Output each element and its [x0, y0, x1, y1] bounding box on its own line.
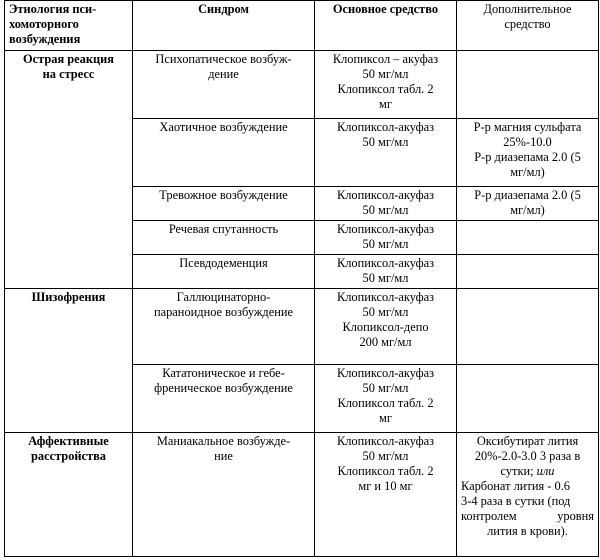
- additional-remedy-cell: [457, 365, 599, 433]
- main-remedy-cell: Клопиксол-акуфаз 50 мг/мл: [315, 255, 457, 289]
- additional-remedy-cell: Р-р диазепама 2.0 (5 мг/мл): [457, 187, 599, 221]
- additional-remedy-cell: Р-р магния сульфата 25%-10.0 Р-р диазепама 2.0 (5 мг/мл): [457, 119, 599, 187]
- table-row: [5, 433, 599, 557]
- treatment-table: [4, 0, 599, 557]
- main-remedy-cell: Клопиксол-акуфаз 50 мг/мл Клопиксол табл. 2 мг: [315, 365, 457, 433]
- additional-remedy-cell: [457, 289, 599, 365]
- main-remedy-cell: Клопиксол-акуфаз 50 мг/мл: [315, 187, 457, 221]
- table-row: [5, 51, 599, 119]
- syndrome-cell: Псевдодеменция: [133, 255, 315, 289]
- main-remedy-cell: Клопиксол-акуфаз 50 мг/мл Клопиксол табл. 2 мг и 10 мг: [315, 433, 457, 557]
- syndrome-cell: Речевая спутанность: [133, 221, 315, 255]
- syndrome-cell: Кататоническое и гебе- френическое возбуждение: [133, 365, 315, 433]
- main-remedy-cell: Клопиксол – акуфаз 50 мг/мл Клопиксол табл. 2 мг: [315, 51, 457, 119]
- main-remedy-cell: Клопиксол-акуфаз 50 мг/мл: [315, 221, 457, 255]
- additional-remedy-cell: Оксибутират лития 20%-2.0-3.0 3 раза в сутки; или Карбонат лития - 0.6 3-4 раза в сутки (под контролем уровня лития в крови).: [457, 433, 599, 557]
- table-row: [5, 289, 599, 365]
- etiology-cell: Аффективные расстройства: [5, 433, 133, 557]
- main-remedy-cell: Клопиксол-акуфаз 50 мг/мл Клопиксол-депо 200 мг/мл: [315, 289, 457, 365]
- etiology-cell: Острая реакция на стресс: [5, 51, 133, 289]
- header-main-remedy: Основное средство: [315, 1, 457, 51]
- header-row: [5, 1, 599, 51]
- header-additional-remedy: Дополнительное средство: [457, 1, 599, 51]
- additional-remedy-cell: [457, 255, 599, 289]
- header-syndrome: Синдром: [133, 1, 315, 51]
- etiology-cell: Шизофрения: [5, 289, 133, 433]
- syndrome-cell: Тревожное возбуждение: [133, 187, 315, 221]
- syndrome-cell: Хаотичное возбуждение: [133, 119, 315, 187]
- header-etiology: Этиология пси- хомоторного возбуждения: [5, 1, 133, 51]
- syndrome-cell: Галлюцинаторно- параноидное возбуждение: [133, 289, 315, 365]
- syndrome-cell: Психопатическое возбуж- дение: [133, 51, 315, 119]
- additional-remedy-cell: [457, 221, 599, 255]
- main-remedy-cell: Клопиксол-акуфаз 50 мг/мл: [315, 119, 457, 187]
- additional-remedy-cell: [457, 51, 599, 119]
- syndrome-cell: Маниакальное возбужде- ние: [133, 433, 315, 557]
